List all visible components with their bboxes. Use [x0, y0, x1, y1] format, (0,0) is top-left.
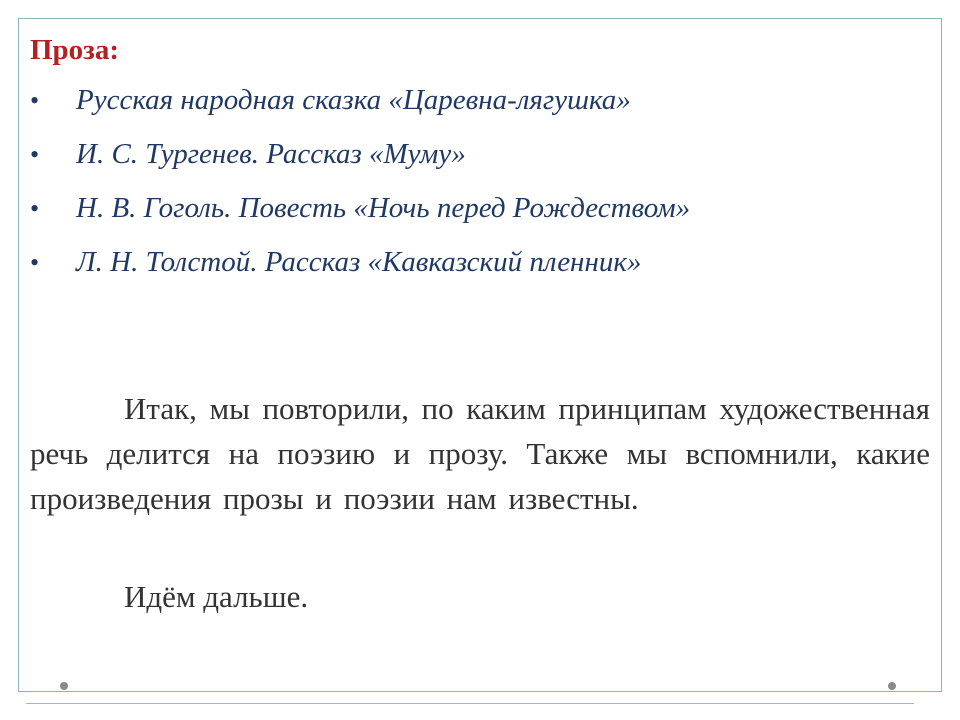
section-heading: Проза:: [30, 34, 119, 66]
closing-line: Идём дальше.: [124, 579, 309, 614]
decorative-dot-right: [888, 682, 896, 690]
list-item: [30, 246, 690, 300]
list-item-text: Русская народная сказка «Царевна-лягушка»: [76, 84, 631, 116]
list-item: [30, 138, 690, 192]
bullet-icon: •: [30, 248, 40, 277]
list-item-text: Н. В. Гоголь. Повесть «Ночь перед Рождеством»: [76, 192, 691, 224]
bottom-rule: [26, 703, 914, 704]
summary-paragraph: Итак, мы повторили, по каким принципам художественная речь делится на поэзию и прозу. Также мы вспомнили, какие произведения прозы и поэзии нам известны.: [30, 391, 930, 516]
list-item-text: Л. Н. Толстой. Рассказ «Кавказский пленник»: [76, 246, 642, 278]
bullet-icon: •: [30, 86, 40, 115]
bullet-icon: •: [30, 140, 40, 169]
prose-works-list: [30, 84, 690, 300]
list-item: [30, 84, 690, 138]
list-item: [30, 192, 690, 246]
bullet-icon: •: [30, 194, 40, 223]
list-item-text: И. С. Тургенев. Рассказ «Муму»: [76, 138, 466, 170]
decorative-dot-left: [60, 682, 68, 690]
